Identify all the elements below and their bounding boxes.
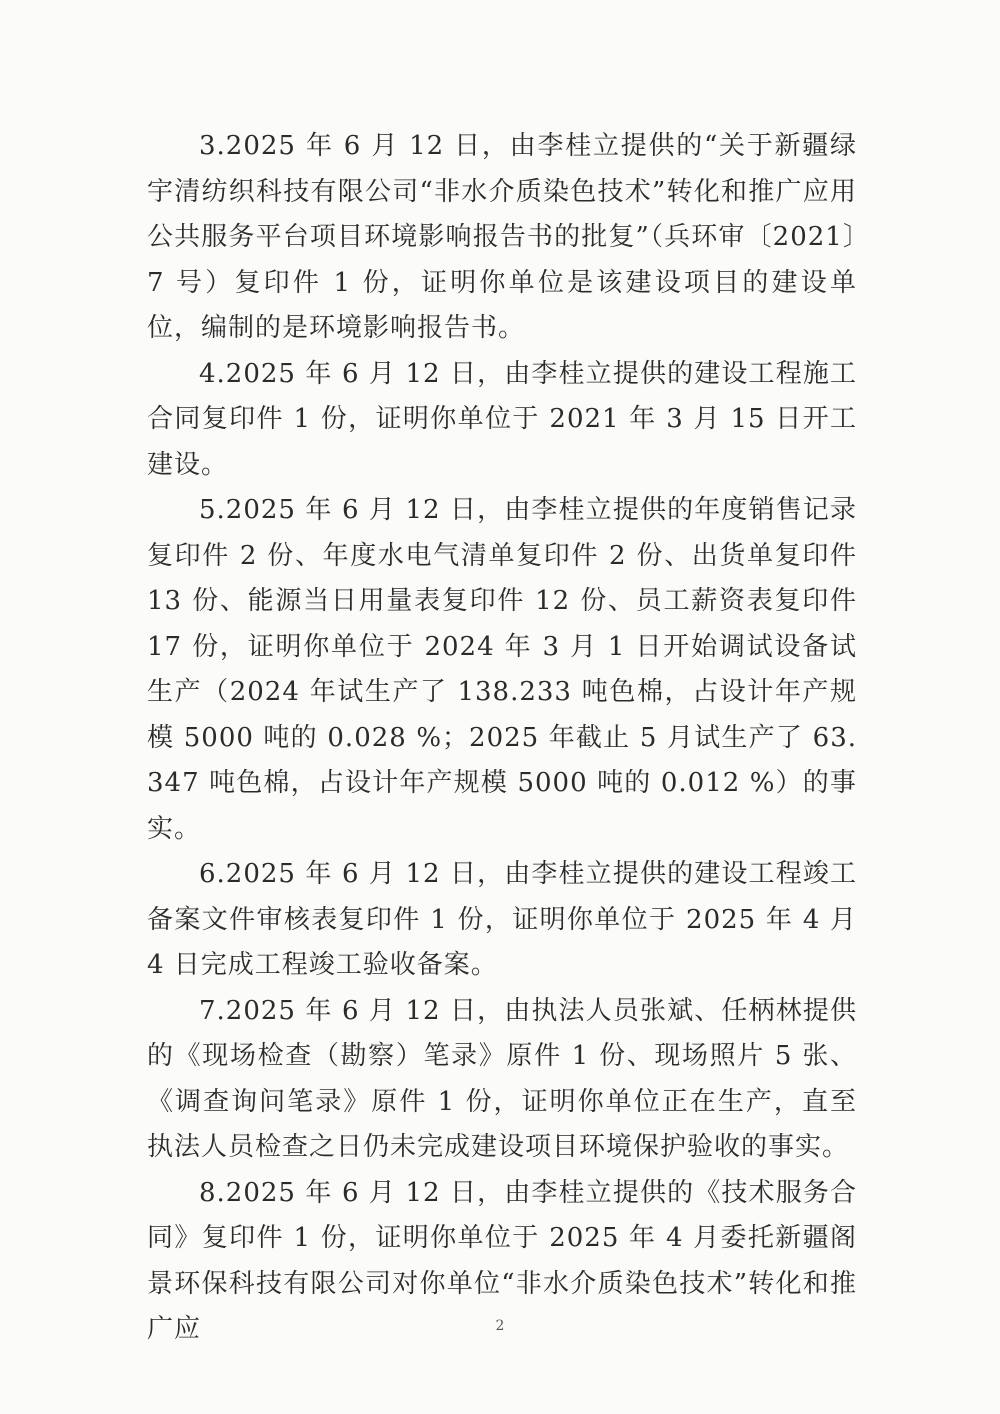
document-body <box>147 124 857 1353</box>
paragraph-4: 4.2025 年 6 月 12 日，由李桂立提供的建设工程施工合同复印件 1 份，证明你单位于 2021 年 3 月 15 日开工建设。 <box>147 358 857 480</box>
paragraph-6: 6.2025 年 6 月 12 日，由李桂立提供的建设工程竣工备案文件审核表复印件 1 份，证明你单位于 2025 年 4 月 4 日完成工程竣工验收备案。 <box>147 859 857 980</box>
paragraph-8: 8.2025 年 6 月 12 日，由李桂立提供的《技术服务合同》复印件 1 份，证明你单位于 2025 年 4 月委托新疆阁景环保科技有限公司对你单位“非水介质染色技术”转化和推广应 <box>147 1177 857 1344</box>
paragraph-3: 3.2025 年 6 月 12 日，由李桂立提供的“关于新疆绿宇清纺织科技有限公司“非水介质染色技术”转化和推广应用公共服务平台项目环境影响报告书的批复”（兵环审〔2021〕7 号）复印件 1 份，证明你单位是该建设项目的建设单位，编制的是环境影响报告书。 <box>147 131 857 343</box>
paragraph-5: 5.2025 年 6 月 12 日，由李桂立提供的年度销售记录复印件 2 份、年度水电气清单复印件 2 份、出货单复印件 13 份、能源当日用量表复印件 12 份、员工薪资表复印件 17 份，证明你单位于 2024 年 3 月 1 日开始调试设备试生产（2024 年试生产了 138.233 吨色棉，占设计年产规模 5000 吨的 0.028 %；2025 年截止 5 月试生产了 63.347 吨色棉，占设计年产规模 5000 吨的 0.012 %）的事实。 <box>147 495 857 844</box>
paragraph-7: 7.2025 年 6 月 12 日，由执法人员张斌、任柄林提供的《现场检查（勘察）笔录》原件 1 份、现场照片 5 张、《调查询问笔录》原件 1 份，证明你单位正在生产，直至执法人员检查之日仍未完成建设项目环境保护验收的事实。 <box>147 995 857 1162</box>
page-number: 2 <box>495 1318 505 1334</box>
